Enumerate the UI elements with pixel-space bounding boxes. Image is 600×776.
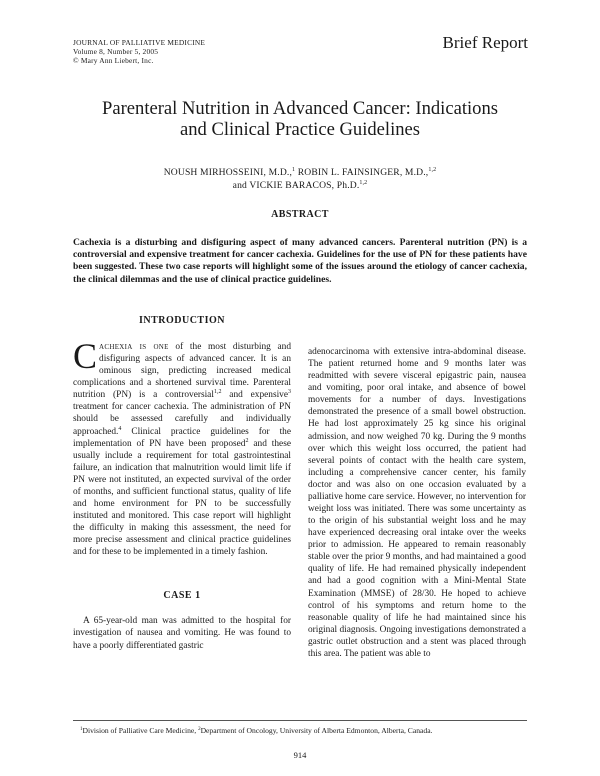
title-line-2: and Clinical Practice Guidelines [179, 119, 421, 140]
case1-paragraph-continued: adenocarcinoma with extensive intra-abdominal disease. The patient returned home and 9 months later was readmitted with severe visceral epigastric pain, nausea and vomiting, poor oral intake, and absence of bowel movements for a number of days. Investigations demonstrated the presence of a small bowel obstruction. He had lost approximately 25 kg since his original admission, and now weighed 70 kg. During the 9 months over which this weight loss occurred, the patient had several points of contact with the health care system, including a comprehensive cancer center, his family doctor and was also on one occasion evaluated by a palliative home care service. However, no intervention for weight loss was initiated. There was some uncertainty as to the origin of his substantial weight loss and he may have experienced decreasing oral intake over the weeks prior to admission. He appeared to remain reasonably stable over the prior 9 months, and had maintained a good quality of life. He had remained physically independent and had a good cognition with a Mini-Mental State Examination (MMSE) of 28/30. He hoped to achieve control of his symptoms and return home to the reasonable quality of life he had maintained since his original diagnosis. Ongoing investigations demonstrated a gastric outlet obstruction and a stent was placed through this area. The patient was able to [308, 347, 526, 659]
intro-text: and these usually include a requirement for total gastrointestinal failure, an indication that malnutrition would limit life if PN were not instituted, an expected survival of the order of months, and sufficient functional status, quality of life and home environment for PN to be successfully instituted and monitored. This case report will highlight the difficulty in making this assessment, the need for more precise assessment and clinical practice guidelines and for these to be implemented in a timely fashion. [73, 438, 291, 558]
section-type-label: Brief Report [442, 33, 528, 52]
footnote-marker: 1 [80, 727, 83, 732]
author-affiliation: 1 [292, 167, 296, 173]
authors-line-1 [73, 166, 527, 179]
citation: 2 [245, 437, 249, 444]
abstract-text: Cachexia is a disturbing and disfiguring aspect of many advanced cancers. Parenteral nutrition (PN) is a controversial and expensive treatment for cancer cachexia. Guidelines for the use of PN for these patients have been suggested. These two case reports will highlight some of the issues around the etiology of cancer cachexia, the clinical dilemmas and the use of clinical practice guidelines. [73, 237, 527, 285]
author-name: NOUSH MIRHOSSEINI, M.D., [163, 167, 293, 178]
author-affiliation: 1,2 [428, 167, 437, 173]
introduction-paragraph [73, 336, 292, 558]
author-name: and VICKIE BARACOS, Ph.D. [232, 180, 360, 191]
case1-paragraph-start: A 65-year-old man was admitted to the hospital for investigation of nausea and vomiting. He was found to have a poorly differentiated gastric [73, 616, 291, 651]
article-title [73, 98, 527, 140]
affiliation-footnote [80, 726, 530, 736]
footnote-text: Division of Palliative Care Medicine, [82, 726, 199, 735]
citation: 1,2 [213, 389, 222, 396]
intro-smallcaps: achexia is one [99, 342, 169, 352]
footnote-divider [73, 720, 527, 721]
journal-info [73, 38, 293, 65]
abstract-heading: ABSTRACT [271, 209, 329, 220]
footnote-text: Department of Oncology, University of Alberta Edmonton, Alberta, Canada. [200, 726, 433, 735]
right-column [308, 346, 526, 660]
intro-text: Clinical practice guidelines for the implementation of PN have been proposed [73, 426, 291, 449]
author-affiliation: 1,2 [359, 180, 368, 186]
footnote-marker: 2 [198, 727, 201, 732]
intro-text: of the most disturbing and disfiguring aspects of advanced cancer. It is an ominous sign, predicting increased medical complications and a shortened survival time. Parenteral nutrition (PN) is a controversial [73, 342, 292, 401]
introduction-heading: INTRODUCTION [138, 315, 225, 326]
citation: 3 [288, 389, 291, 396]
intro-text: treatment for cancer cachexia. The administration of PN should be assessed carefully and individually approached. [73, 402, 291, 437]
journal-volume: Volume 8, Number 5, 2005 [73, 47, 159, 56]
drop-cap: C [73, 336, 98, 376]
author-list [73, 166, 527, 192]
authors-line-2 [73, 179, 527, 192]
citation: 4 [118, 425, 122, 432]
left-column [73, 315, 291, 652]
page-number: 914 [293, 750, 307, 760]
journal-name: JOURNAL OF PALLIATIVE MEDICINE [73, 38, 206, 47]
journal-copyright: © Mary Ann Liebert, Inc. [73, 56, 154, 65]
intro-text: and expensive [221, 390, 288, 401]
title-line-1: Parenteral Nutrition in Advanced Cancer: Indications [101, 98, 499, 119]
case1-heading: CASE 1 [163, 590, 201, 602]
author-name: ROBIN L. FAINSINGER, M.D., [297, 167, 429, 178]
